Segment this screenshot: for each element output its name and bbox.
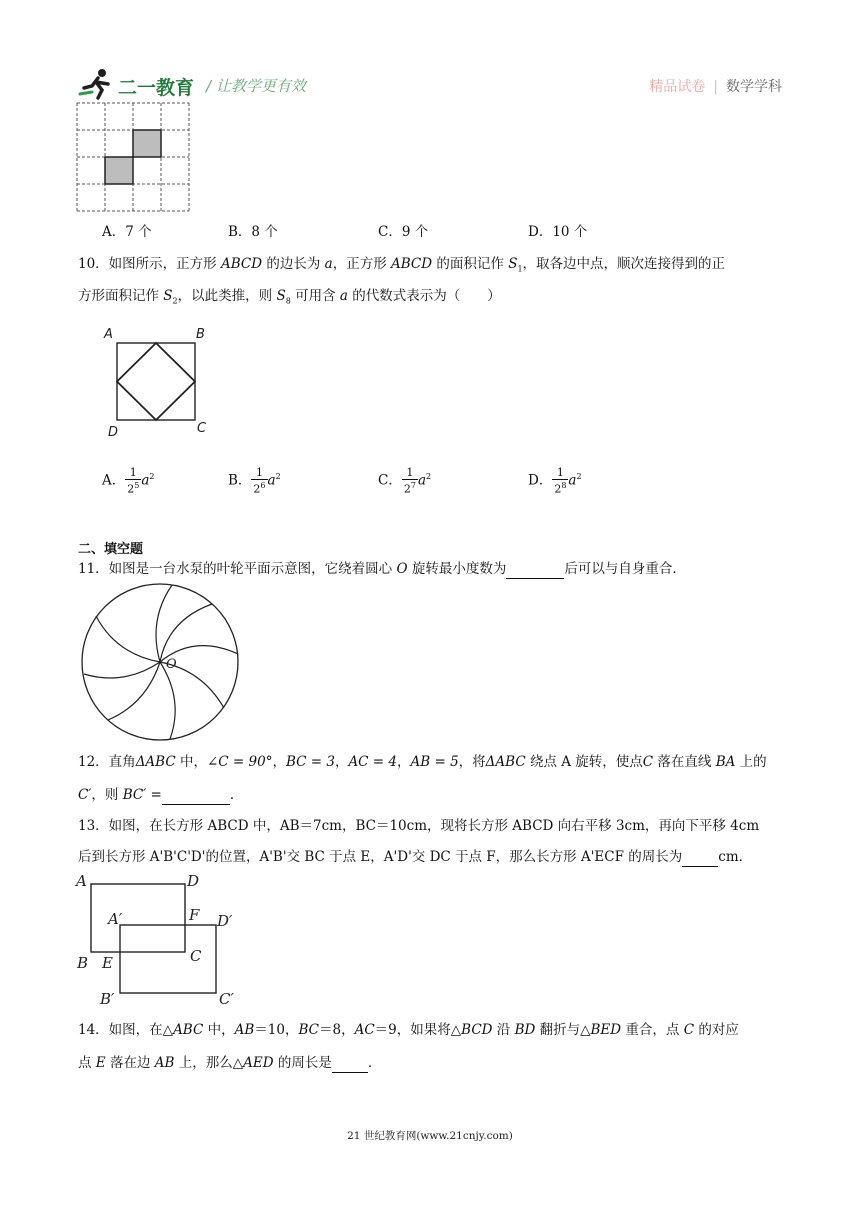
label-a-prime: A′ xyxy=(108,910,123,928)
q9-option-b: B．8 个 xyxy=(228,224,278,240)
label-d: D xyxy=(187,872,200,890)
q9-option-c: C．9 个 xyxy=(378,224,429,240)
q12-line-1: 12．直角ΔABC 中，∠C = 90°，BC = 3，AC = 4，AB = 5，将ΔABC 绕点 A 旋转，使点C 落在直线 BA 上的 xyxy=(78,754,767,770)
label-d: D xyxy=(108,425,119,440)
q13-line-1: 13．如图，在长方形 ABCD 中，AB＝7cm，BC＝10cm，现将长方形 ABCD 向右平移 3cm，再向下平移 4cm xyxy=(78,818,760,834)
page-footer xyxy=(0,1128,860,1143)
q13-rectangles-figure xyxy=(74,870,244,1010)
q11-text: 11．如图是一台水泵的叶轮平面示意图，它绕着圆心 O 旋转最小度数为 后可以与自身重合． xyxy=(78,558,686,579)
q10-option-b: B． $\frac{1}{2^6}$ $a^2$ xyxy=(228,465,281,496)
q10-option-d: D． $\frac{1}{2^8}$ $a^2$ xyxy=(528,465,582,496)
answer-blank[interactable] xyxy=(332,1052,368,1073)
label-e: E xyxy=(102,954,113,972)
brand-name: 二一教育 xyxy=(118,77,195,99)
footer-text: 21 世纪教育网(www.21cnjy.com) xyxy=(347,1130,513,1142)
q10-option-a: A． $\frac{1}{2^5}$ $a^2$ xyxy=(102,465,155,496)
q14-line-1: 14．如图，在△ABC 中，AB＝10，BC＝8，AC＝9，如果将△BCD 沿 BD 翻折与△BED 重合，点 C 的对应 xyxy=(78,1022,739,1038)
q11-impeller-figure xyxy=(76,582,244,742)
label-c: C xyxy=(197,421,207,436)
label-b: B xyxy=(196,327,205,342)
label-b-prime: B′ xyxy=(100,990,115,1008)
label-b: B xyxy=(77,954,89,972)
header-category: 精品试卷 xyxy=(649,79,706,95)
header-right xyxy=(649,76,782,96)
shaded-square xyxy=(105,157,133,184)
label-o: O xyxy=(166,657,177,672)
q10-option-c: C． $\frac{1}{2^7}$ $a^2$ xyxy=(378,465,432,496)
brand-slogan: / 让教学更有效 xyxy=(206,77,306,95)
page-header xyxy=(78,68,782,102)
label-c: C xyxy=(190,947,202,965)
q10-line-1: 10．如图所示，正方形 ABCD 的边长为 a，正方形 ABCD 的面积记作 $S_1$，取各边中点，顺次连接得到的正 xyxy=(78,256,726,274)
q10-square-figure xyxy=(100,322,216,440)
header-subject: 数学学科 xyxy=(726,79,782,95)
answer-blank[interactable] xyxy=(682,846,718,867)
shaded-square xyxy=(133,130,161,157)
label-c-prime: C′ xyxy=(219,990,234,1008)
header-separator: | xyxy=(713,79,718,95)
q9-option-a: A．7 个 xyxy=(102,224,152,240)
label-a: A xyxy=(104,327,113,342)
q9-option-d: D．10 个 xyxy=(528,224,588,240)
q13-line-2: 后到长方形 A'B'C'D'的位置，A'B'交 BC 于点 E，A'D'交 DC 于点 F，那么长方形 A'ECF 的周长为 cm． xyxy=(78,846,752,867)
q12-line-2: C′，则 BC′ = ． xyxy=(78,784,243,805)
q10-line-2: 方形面积记作 $S_2$，以此类推，则 $S_8$ 可用含 a 的代数式表示为（ ） xyxy=(78,288,501,306)
label-d-prime: D′ xyxy=(217,912,233,930)
label-a: A xyxy=(76,872,87,890)
answer-blank[interactable] xyxy=(506,558,564,579)
section-title: 二、填空题 xyxy=(78,542,144,557)
q9-grid-figure xyxy=(76,102,192,212)
answer-blank[interactable] xyxy=(162,784,230,805)
running-man-logo-icon xyxy=(78,68,118,100)
label-f: F xyxy=(189,906,200,924)
q14-line-2: 点 E 落在边 AB 上，那么△AED 的周长是 ． xyxy=(78,1052,381,1073)
